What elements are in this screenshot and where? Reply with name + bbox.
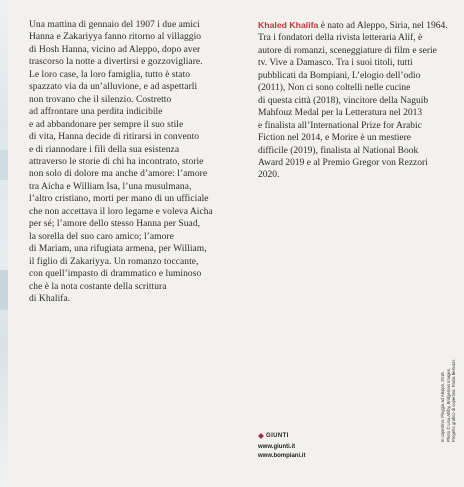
credit-line: Progetto grafico di copertina: Paola Bertuzzi. [451, 359, 457, 442]
synopsis-line: tra Aicha e William Isa, l’una musulmana, [29, 181, 192, 192]
bio-line: e finalista all’International Prize for Arabic [258, 120, 422, 131]
bio-line: autore di romanzi, sceneggiature di film e serie [258, 45, 437, 56]
credit-line: In copertina: Pioggia ad Aleppo, 2018. [440, 371, 445, 442]
synopsis-line: il figlio di Zakariyya. Un romanzo toccante, [29, 256, 199, 267]
synopsis-line: di Hosh Hanna, vicino ad Aleppo, dopo aver [29, 44, 201, 55]
author-bio [258, 19, 458, 182]
bio-line: tv. Vive a Damasco. Tra i suoi titoli, tutti [258, 58, 413, 69]
cover-edge-detail [0, 270, 8, 310]
synopsis-line: la sorella del suo caro amico; l’amore [29, 231, 174, 242]
bompiani-url[interactable]: www.bompiani.it [258, 452, 306, 459]
synopsis-line: non trovano che il silenzio. Costretto [29, 94, 172, 105]
synopsis-text [29, 19, 227, 305]
synopsis-line: di Mariam, una rifugiata armena, per William, [29, 244, 207, 255]
bio-line: (2011), Non ci sono coltelli nelle cucine [258, 83, 411, 94]
publisher-logo-text: GIUNTI [266, 433, 289, 439]
giunti-logo-icon [258, 433, 264, 439]
cover-edge-image [0, 0, 8, 487]
synopsis-line: non solo di dolore ma anche d’amore: l’amore [29, 169, 208, 180]
synopsis-line: Una mattina di gennaio del 1907 i due amici [29, 20, 200, 30]
synopsis-line: che non accettava il loro legame e voleva Aicha [29, 206, 213, 217]
synopsis-line: di vita, Hanna decide di ritirarsi in convento [29, 132, 200, 143]
bio-line: 2020. [258, 170, 280, 181]
synopsis-line: l’altro cristiano, morti per mano di un ufficiale [29, 194, 209, 205]
bio-first-line-text: è nato ad Aleppo, Siria, nel 1964. [318, 21, 448, 31]
synopsis-line: di Khalifa. [29, 293, 71, 304]
cover-edge-detail [0, 150, 8, 180]
synopsis-line: per sé; l’amore dello stesso Hanna per Suad, [29, 219, 201, 230]
synopsis-line: Le loro case, la loro famiglia, tutto è stato [29, 69, 191, 80]
bio-line: difficile (2019), finalista al National Book [258, 145, 419, 156]
synopsis-line: con quell’impasto di drammatico e luminoso [29, 269, 202, 280]
publisher-logo [258, 433, 305, 439]
bio-line: pubblicati da Bompiani, L’elogio dell’odio [258, 70, 421, 81]
bio-line: Fiction nel 2014, e Morire è un mestiere [258, 133, 412, 144]
cover-credits [440, 359, 457, 442]
bio-line: Mahfouz Medal per la Letteratura nel 2013 [258, 108, 423, 119]
publisher-block [258, 433, 305, 460]
credit-line: Photo © Lina Ahlby, Bridgeman Images. [445, 367, 451, 442]
synopsis-line: attraverso le storie di chi ha incontrato, storie [29, 156, 204, 167]
bio-line: di questa città (2018), vincitore della Naguib [258, 95, 429, 106]
synopsis-line: e di riannodare i fili della sua esistenza [29, 144, 180, 155]
giunti-url[interactable]: www.giunti.it [258, 444, 296, 450]
synopsis-line: trascorso la notte a divertirsi e gozzovigliare. [29, 57, 203, 68]
author-name: Khaled Khalifa [258, 20, 319, 30]
bio-line: Award 2019 e al Premio Gregor von Rezzori [258, 157, 428, 168]
bio-line: Tra i fondatori della rivista letteraria Alif, è [258, 33, 423, 44]
synopsis-line: che è la nota costante della scrittura [29, 281, 167, 292]
synopsis-line: e ad abbandonare per sempre il suo stile [29, 119, 184, 130]
bio-first-line [258, 19, 458, 32]
synopsis-line: Hanna e Zakariyya fanno ritorno al villaggio [29, 32, 202, 43]
synopsis-line: ad affrontare una perdita indicibile [29, 107, 163, 118]
synopsis-line: spazzato via da un’alluvione, e ad aspettarli [29, 82, 198, 93]
